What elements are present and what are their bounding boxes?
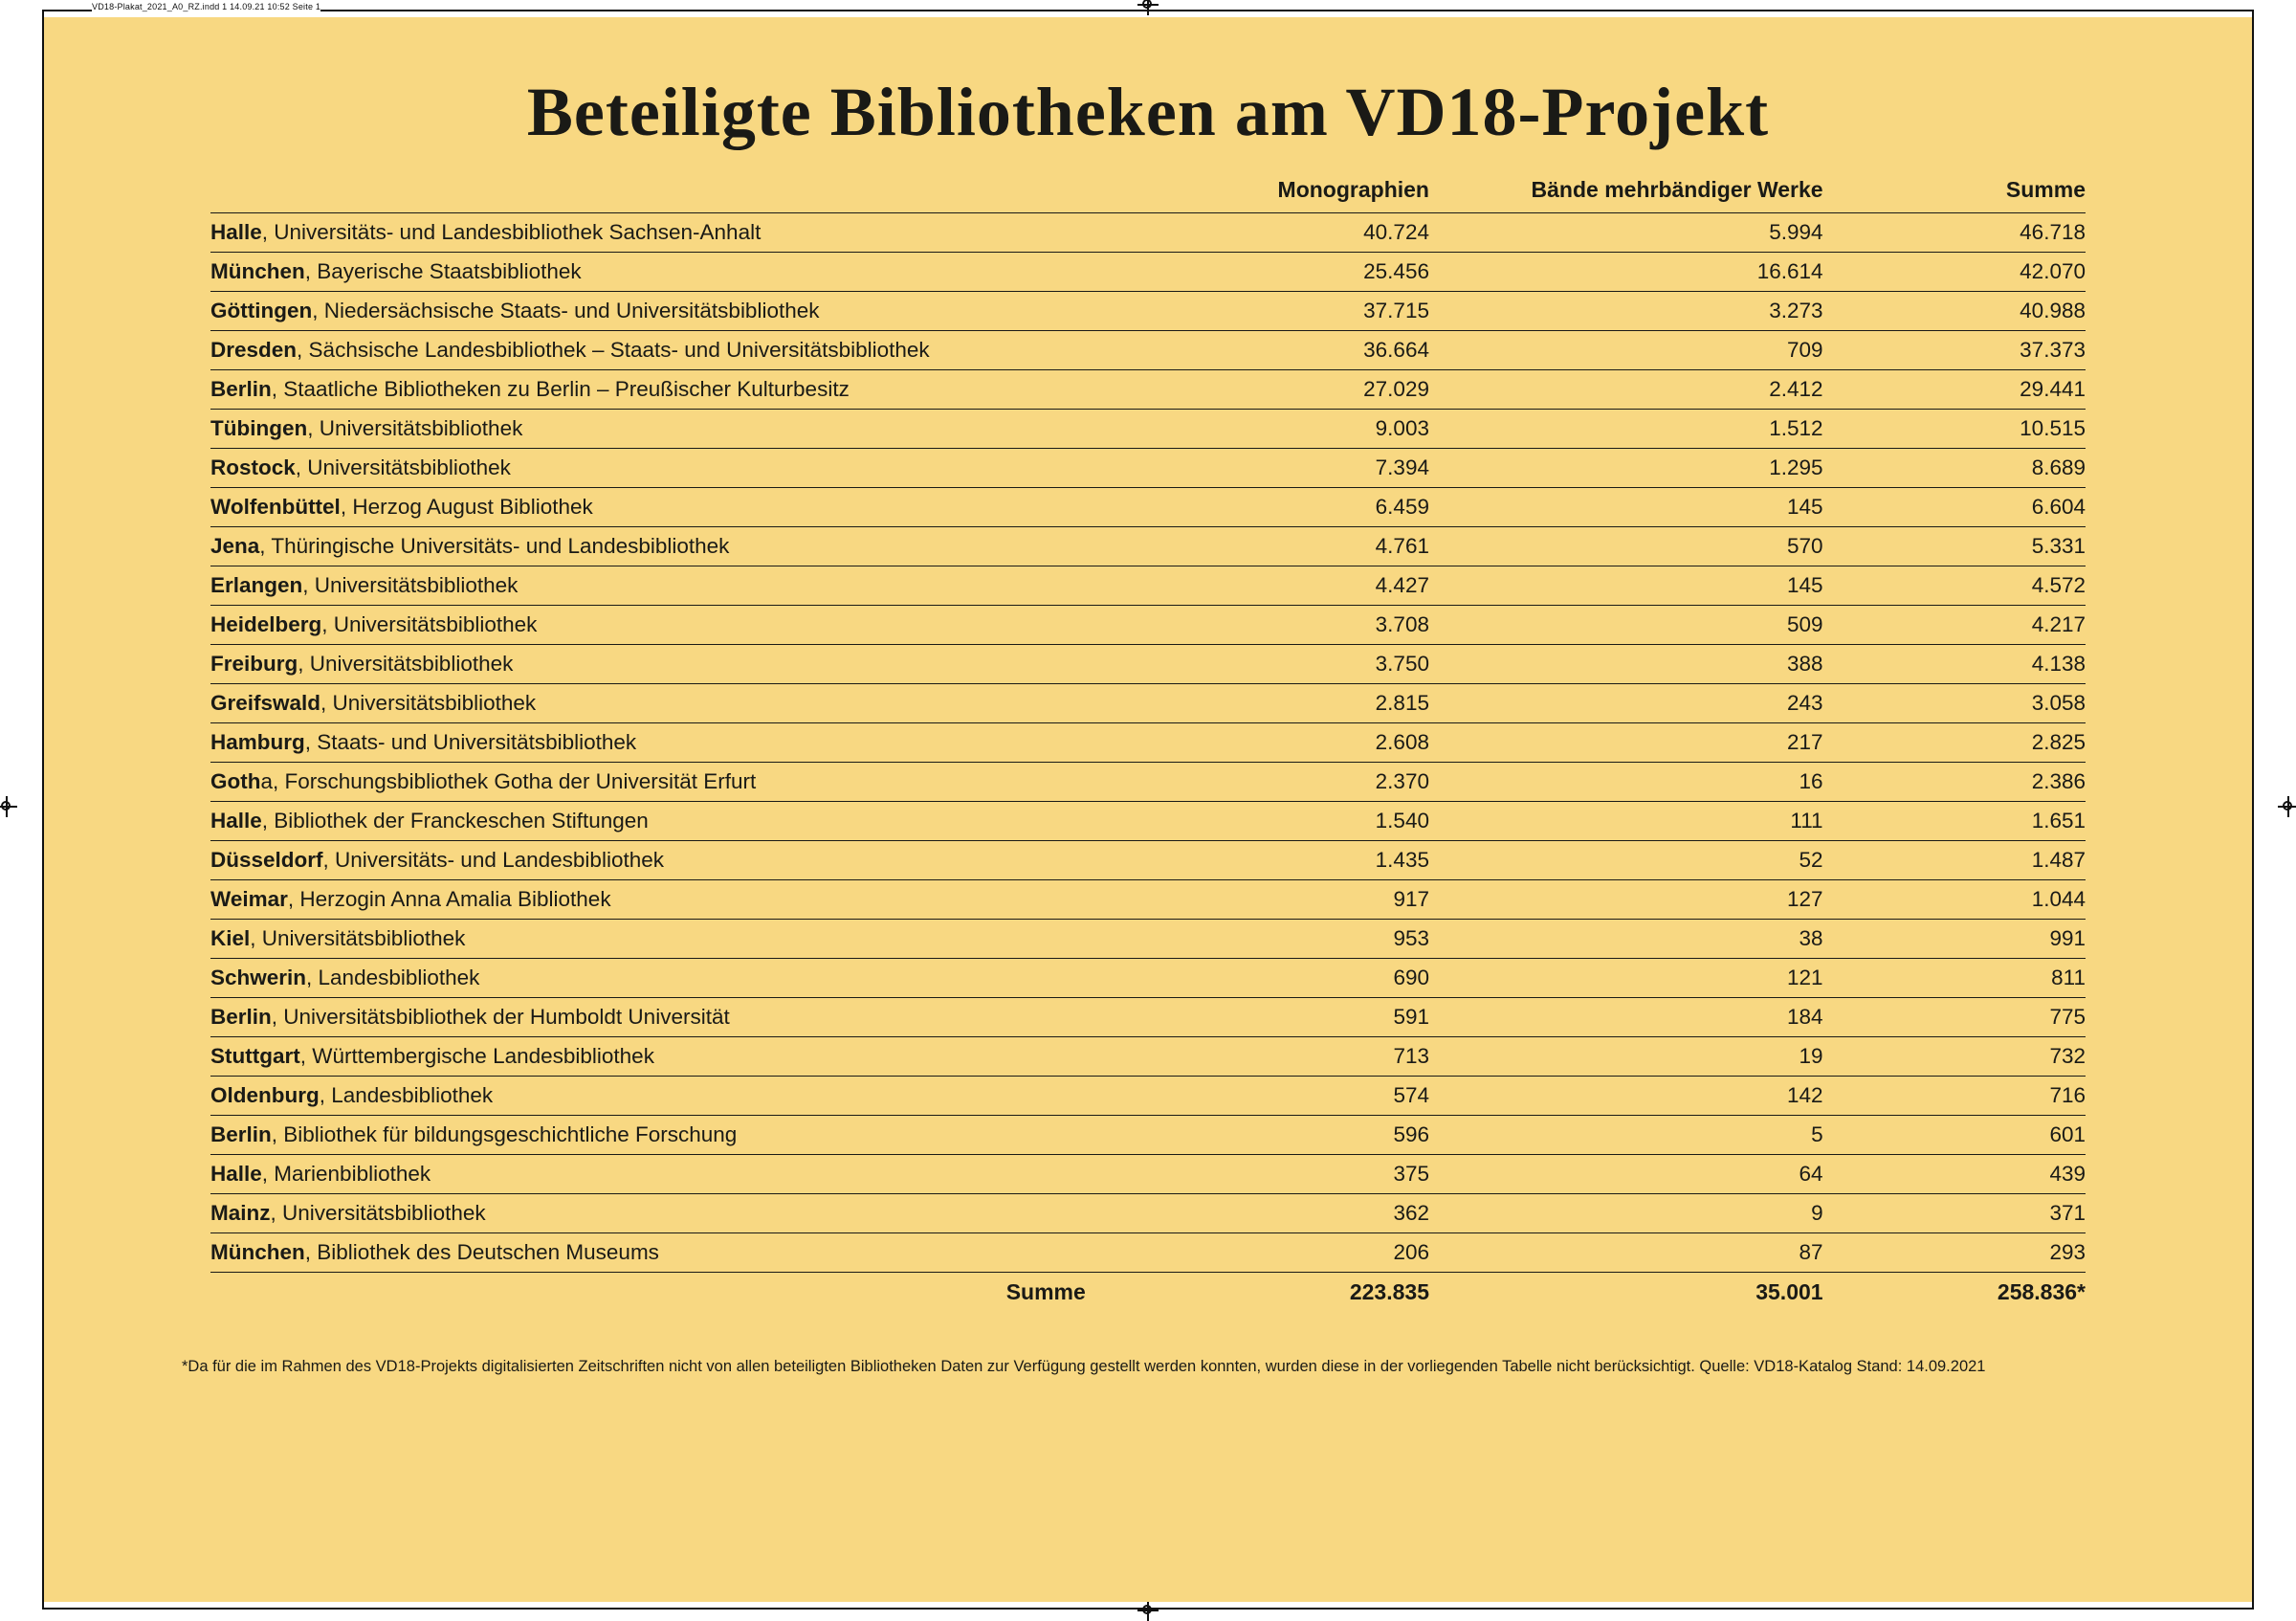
cell-sum: 42.070 <box>1823 253 2086 292</box>
library-institution: , Universitätsbibliothek <box>298 652 514 676</box>
library-institution: , Universitäts- und Landesbibliothek <box>322 848 664 872</box>
cell-multivolume: 145 <box>1429 488 1823 527</box>
cell-multivolume: 709 <box>1429 331 1823 370</box>
table-row <box>210 1037 2086 1077</box>
cell-library <box>210 998 1111 1037</box>
library-city: Jena <box>210 534 260 558</box>
cell-sum: 775 <box>1823 998 2086 1037</box>
cell-sum: 5.331 <box>1823 527 2086 566</box>
cell-multivolume: 5 <box>1429 1116 1823 1155</box>
registration-mark-left <box>0 796 17 817</box>
cell-sum: 371 <box>1823 1194 2086 1233</box>
table-row <box>210 920 2086 959</box>
cell-library <box>210 331 1111 370</box>
library-city: Göttingen <box>210 299 313 322</box>
cell-monographs: 690 <box>1111 959 1429 998</box>
library-institution: , Bibliothek der Franckeschen Stiftungen <box>261 809 649 833</box>
table-row <box>210 802 2086 841</box>
cell-library <box>210 645 1111 684</box>
cell-sum: 4.217 <box>1823 606 2086 645</box>
registration-mark-bottom <box>1137 1600 1159 1621</box>
table-row <box>210 606 2086 645</box>
library-city: Kiel <box>210 926 251 950</box>
print-slug: VD18-Plakat_2021_A0_RZ.indd 1 14.09.21 10:52 Seite 1 <box>92 2 321 11</box>
cell-multivolume: 388 <box>1429 645 1823 684</box>
library-city: Berlin <box>210 1122 272 1146</box>
cell-monographs: 6.459 <box>1111 488 1429 527</box>
library-institution: , Thüringische Universitäts- und Landesbibliothek <box>259 534 730 558</box>
column-header-multivolume: Bände mehrbändiger Werke <box>1531 177 1823 202</box>
cell-sum: 4.138 <box>1823 645 2086 684</box>
cell-monographs: 27.029 <box>1111 370 1429 410</box>
library-city: Goth <box>210 769 261 793</box>
table-row <box>210 723 2086 763</box>
cell-monographs: 591 <box>1111 998 1429 1037</box>
table-row <box>210 253 2086 292</box>
cell-sum: 2.825 <box>1823 723 2086 763</box>
cell-library <box>210 1077 1111 1116</box>
cell-multivolume: 3.273 <box>1429 292 1823 331</box>
cell-multivolume: 127 <box>1429 880 1823 920</box>
cell-sum: 293 <box>1823 1233 2086 1273</box>
cell-library <box>210 253 1111 292</box>
cell-library <box>210 802 1111 841</box>
total-monographs: 223.835 <box>1349 1279 1429 1304</box>
cell-multivolume: 87 <box>1429 1233 1823 1273</box>
column-header-monographs: Monographien <box>1277 177 1429 202</box>
cell-sum: 37.373 <box>1823 331 2086 370</box>
cell-multivolume: 19 <box>1429 1037 1823 1077</box>
cell-library <box>210 370 1111 410</box>
cell-monographs: 574 <box>1111 1077 1429 1116</box>
table-row <box>210 1077 2086 1116</box>
cell-multivolume: 570 <box>1429 527 1823 566</box>
library-city: Tübingen <box>210 416 308 440</box>
cell-sum: 991 <box>1823 920 2086 959</box>
cell-multivolume: 145 <box>1429 566 1823 606</box>
library-city: Stuttgart <box>210 1044 300 1068</box>
cell-sum: 10.515 <box>1823 410 2086 449</box>
library-institution: , Herzogin Anna Amalia Bibliothek <box>287 887 611 911</box>
library-institution: , Universitätsbibliothek <box>320 691 537 715</box>
library-institution: , Bibliothek des Deutschen Museums <box>304 1240 659 1264</box>
library-institution: , Staatliche Bibliotheken zu Berlin – Preußischer Kulturbesitz <box>271 377 850 401</box>
cell-multivolume: 111 <box>1429 802 1823 841</box>
cell-monographs: 1.540 <box>1111 802 1429 841</box>
library-institution: , Landesbibliothek <box>319 1083 494 1107</box>
library-city: Freiburg <box>210 652 298 676</box>
cell-library <box>210 1037 1111 1077</box>
cell-monographs: 362 <box>1111 1194 1429 1233</box>
footnote: *Da für die im Rahmen des VD18-Projekts digitalisierten Zeitschriften nicht von allen beteiligten Bibliotheken Daten zur Verfügung gestellt werden konnten, wurden diese in der vorliegenden Tabelle nicht berücksichtigt. Quelle: VD18-Katalog Stand: 14.09.2021 <box>182 1358 1986 1375</box>
cell-multivolume: 16 <box>1429 763 1823 802</box>
cell-library <box>210 1155 1111 1194</box>
cell-sum: 1.044 <box>1823 880 2086 920</box>
cell-monographs: 25.456 <box>1111 253 1429 292</box>
cell-library <box>210 684 1111 723</box>
cell-sum: 601 <box>1823 1116 2086 1155</box>
cell-monographs: 36.664 <box>1111 331 1429 370</box>
library-city: Düsseldorf <box>210 848 323 872</box>
cell-library <box>210 606 1111 645</box>
cell-library <box>210 763 1111 802</box>
libraries-table <box>210 177 2086 1312</box>
table-row <box>210 566 2086 606</box>
cell-monographs: 2.815 <box>1111 684 1429 723</box>
table-row <box>210 1194 2086 1233</box>
cell-monographs: 4.427 <box>1111 566 1429 606</box>
cell-sum: 439 <box>1823 1155 2086 1194</box>
cell-multivolume: 64 <box>1429 1155 1823 1194</box>
table-row <box>210 213 2086 253</box>
cell-monographs: 9.003 <box>1111 410 1429 449</box>
table-row <box>210 292 2086 331</box>
library-city: Berlin <box>210 1005 272 1029</box>
library-institution: , Württembergische Landesbibliothek <box>299 1044 654 1068</box>
cell-monographs: 375 <box>1111 1155 1429 1194</box>
library-institution: , Herzog August Bibliothek <box>340 495 593 519</box>
cell-multivolume: 52 <box>1429 841 1823 880</box>
table-row <box>210 1155 2086 1194</box>
table-row <box>210 880 2086 920</box>
library-city: Hamburg <box>210 730 305 754</box>
library-institution: a, Forschungsbibliothek Gotha der Universität Erfurt <box>260 769 757 793</box>
library-city: Weimar <box>210 887 288 911</box>
table-header <box>210 177 2086 213</box>
library-institution: , Universitätsbibliothek <box>295 455 511 479</box>
table-row <box>210 763 2086 802</box>
cell-library <box>210 841 1111 880</box>
cell-multivolume: 2.412 <box>1429 370 1823 410</box>
cell-library <box>210 880 1111 920</box>
library-institution: , Universitätsbibliothek der Humboldt Universität <box>271 1005 730 1029</box>
cell-library <box>210 292 1111 331</box>
cell-multivolume: 38 <box>1429 920 1823 959</box>
library-institution: , Universitätsbibliothek <box>270 1201 486 1225</box>
table-row <box>210 1116 2086 1155</box>
cell-multivolume: 1.512 <box>1429 410 1823 449</box>
library-city: Berlin <box>210 377 272 401</box>
cell-monographs: 3.708 <box>1111 606 1429 645</box>
table-row <box>210 684 2086 723</box>
table-row <box>210 331 2086 370</box>
cell-sum: 40.988 <box>1823 292 2086 331</box>
library-institution: , Universitätsbibliothek <box>307 416 523 440</box>
cell-multivolume: 184 <box>1429 998 1823 1037</box>
cell-monographs: 40.724 <box>1111 213 1429 253</box>
cell-library <box>210 527 1111 566</box>
library-city: Oldenburg <box>210 1083 320 1107</box>
library-institution: , Universitäts- und Landesbibliothek Sachsen-Anhalt <box>261 220 762 244</box>
column-header-library <box>210 177 1111 213</box>
registration-mark-right <box>2278 796 2296 817</box>
cell-sum: 732 <box>1823 1037 2086 1077</box>
column-header-sum: Summe <box>2005 177 2086 202</box>
library-institution: , Universitätsbibliothek <box>302 573 519 597</box>
table-row <box>210 841 2086 880</box>
cell-library <box>210 410 1111 449</box>
library-city: Mainz <box>210 1201 271 1225</box>
cell-monographs: 953 <box>1111 920 1429 959</box>
cell-monographs: 917 <box>1111 880 1429 920</box>
table-row <box>210 449 2086 488</box>
registration-mark-top <box>1137 0 1159 15</box>
cell-library <box>210 959 1111 998</box>
cell-sum: 811 <box>1823 959 2086 998</box>
library-institution: , Sächsische Landesbibliothek – Staats- und Universitätsbibliothek <box>297 338 930 362</box>
library-city: Halle <box>210 1162 262 1186</box>
cell-multivolume: 16.614 <box>1429 253 1823 292</box>
library-institution: , Landesbibliothek <box>306 966 480 989</box>
cell-sum: 716 <box>1823 1077 2086 1116</box>
cell-monographs: 713 <box>1111 1037 1429 1077</box>
cell-sum: 2.386 <box>1823 763 2086 802</box>
total-multivolume: 35.001 <box>1755 1279 1823 1304</box>
cell-library <box>210 488 1111 527</box>
cell-library <box>210 566 1111 606</box>
cell-library <box>210 723 1111 763</box>
cell-sum: 1.487 <box>1823 841 2086 880</box>
total-sum: 258.836* <box>1997 1279 2086 1304</box>
cell-multivolume: 121 <box>1429 959 1823 998</box>
cell-multivolume: 243 <box>1429 684 1823 723</box>
cell-multivolume: 5.994 <box>1429 213 1823 253</box>
cell-monographs: 2.608 <box>1111 723 1429 763</box>
cell-monographs: 3.750 <box>1111 645 1429 684</box>
table-row <box>210 527 2086 566</box>
library-institution: , Staats- und Universitätsbibliothek <box>304 730 637 754</box>
table-row <box>210 1233 2086 1273</box>
cell-multivolume: 1.295 <box>1429 449 1823 488</box>
cell-library <box>210 1194 1111 1233</box>
poster-canvas <box>44 17 2252 1602</box>
table-container <box>210 152 2086 1312</box>
table-row <box>210 998 2086 1037</box>
library-institution: , Marienbibliothek <box>261 1162 431 1186</box>
cell-monographs: 596 <box>1111 1116 1429 1155</box>
library-city: Halle <box>210 809 262 833</box>
library-institution: , Universitätsbibliothek <box>321 612 538 636</box>
library-city: Heidelberg <box>210 612 322 636</box>
cell-monographs: 1.435 <box>1111 841 1429 880</box>
library-city: Halle <box>210 220 262 244</box>
cell-multivolume: 9 <box>1429 1194 1823 1233</box>
cell-multivolume: 217 <box>1429 723 1823 763</box>
cell-sum: 1.651 <box>1823 802 2086 841</box>
table-body <box>210 213 2086 1273</box>
cell-multivolume: 142 <box>1429 1077 1823 1116</box>
cell-library <box>210 1116 1111 1155</box>
cell-monographs: 7.394 <box>1111 449 1429 488</box>
library-institution: , Bayerische Staatsbibliothek <box>304 259 582 283</box>
table-row <box>210 488 2086 527</box>
library-institution: , Bibliothek für bildungsgeschichtliche Forschung <box>271 1122 738 1146</box>
cell-monographs: 4.761 <box>1111 527 1429 566</box>
cell-library <box>210 449 1111 488</box>
table-row <box>210 410 2086 449</box>
cell-library <box>210 920 1111 959</box>
cell-monographs: 2.370 <box>1111 763 1429 802</box>
cell-sum: 8.689 <box>1823 449 2086 488</box>
table-row <box>210 645 2086 684</box>
table-footer <box>210 1273 2086 1313</box>
cell-library <box>210 1233 1111 1273</box>
cell-sum: 29.441 <box>1823 370 2086 410</box>
library-institution: , Universitätsbibliothek <box>250 926 466 950</box>
cell-multivolume: 509 <box>1429 606 1823 645</box>
cell-library <box>210 213 1111 253</box>
library-institution: , Niedersächsische Staats- und Universitätsbibliothek <box>312 299 820 322</box>
cell-monographs: 206 <box>1111 1233 1429 1273</box>
table-row <box>210 370 2086 410</box>
cell-sum: 6.604 <box>1823 488 2086 527</box>
library-city: Schwerin <box>210 966 307 989</box>
library-city: Dresden <box>210 338 298 362</box>
library-city: München <box>210 259 305 283</box>
cell-sum: 4.572 <box>1823 566 2086 606</box>
cell-monographs: 37.715 <box>1111 292 1429 331</box>
library-city: Greifswald <box>210 691 321 715</box>
library-city: Rostock <box>210 455 296 479</box>
page-title: Beteiligte Bibliotheken am VD18-Projekt <box>526 74 1770 150</box>
library-city: Erlangen <box>210 573 303 597</box>
total-label: Summe <box>1005 1279 1086 1304</box>
library-city: München <box>210 1240 305 1264</box>
cell-sum: 3.058 <box>1823 684 2086 723</box>
library-city: Wolfenbüttel <box>210 495 341 519</box>
cell-sum: 46.718 <box>1823 213 2086 253</box>
table-row <box>210 959 2086 998</box>
